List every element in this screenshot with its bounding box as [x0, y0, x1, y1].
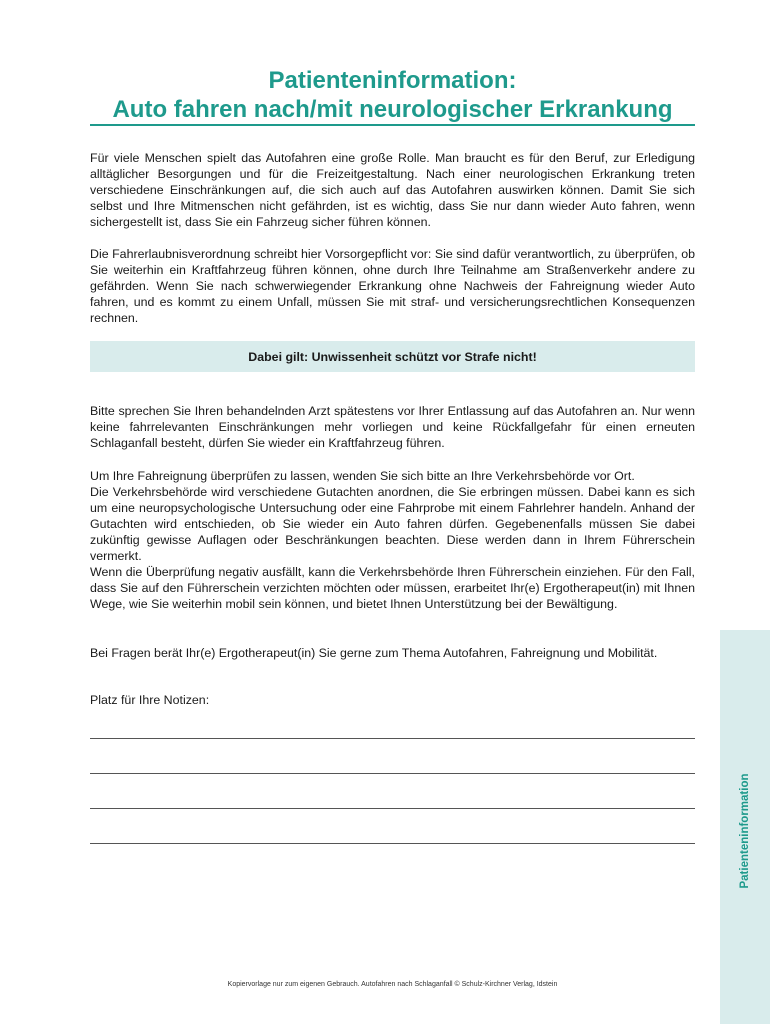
paragraph-authority-line-1: Um Ihre Fahreignung überprüfen zu lassen, wenden Sie sich bitte an Ihre Verkehrsbehörde vor Ort.: [90, 469, 635, 483]
notes-line: [90, 773, 695, 774]
page-title: [90, 66, 695, 124]
title-line-1: Patienteninformation:: [268, 67, 517, 94]
notes-line: [90, 738, 695, 739]
notes-line: [90, 808, 695, 809]
side-tab-label: Patienteninformation: [739, 773, 751, 889]
title-line-2: Auto fahren nach/mit neurologischer Erkrankung: [112, 96, 673, 123]
paragraph-questions: Bei Fragen berät Ihr(e) Ergotherapeut(in) Sie gerne zum Thema Autofahren, Fahreignung und Mobilität.: [90, 646, 658, 660]
callout-text: Dabei gilt: Unwissenheit schützt vor Strafe nicht!: [248, 349, 537, 364]
callout-box: [90, 341, 695, 372]
title-underline: [90, 124, 695, 126]
notes-line: [90, 843, 695, 844]
footer-copyright: Kopiervorlage nur zum eigenen Gebrauch. Autofahren nach Schlaganfall © Schulz-Kirchner Verlag, Idstein: [227, 981, 558, 988]
paragraph-regulation: Die Fahrerlaubnisverordnung schreibt hier Vorsorgepflicht vor: Sie sind dafür verantwortlich, zu überprüfen, ob Sie weiterhin ein Kraftfahrzeug führen können, ohne durch Ihre Teilnahme am Straßenverkehr andere zu gefährden. Wenn Sie nach schwerwiegender Erkrankung ohne Nachweis der Fahreignung wieder Auto fahren, und es kommt zu einem Unfall, müssen Sie mit straf- und versicherungsrechtlichen Konsequenzen rechnen.: [90, 247, 695, 325]
paragraph-authority-line-2: Die Verkehrsbehörde wird verschiedene Gutachten anordnen, die Sie erbringen müssen. Dabei kann es sich um eine neuropsychologische Untersuchung oder eine Fahrprobe mit einem Fahrlehrer handeln. Anhand der Gutachten wird entschieden, ob Sie wieder ein Auto fahren dürfen. Gegebenenfalls müssen Sie dabei zukünftig gewisse Auflagen oder Beschränkungen beachten. Diese werden dann in Ihrem Führerschein vermerkt.: [90, 485, 695, 563]
paragraph-authority: [90, 468, 695, 612]
notes-label: Platz für Ihre Notizen:: [90, 693, 210, 707]
paragraph-authority-line-3: Wenn die Überprüfung negativ ausfällt, kann die Verkehrsbehörde Ihren Führerschein einziehen. Für den Fall, dass Sie auf den Führerschein verzichten möchten oder müssen, erarbeitet Ihr(e) Ergotherapeut(in) mit Ihnen Wege, wie Sie weiterhin mobil sein können, und bietet Ihnen Unterstützung bei der Bewältigung.: [90, 565, 695, 611]
paragraph-doctor: Bitte sprechen Sie Ihren behandelnden Arzt spätestens vor Ihrer Entlassung auf das Autofahren an. Nur wenn keine fahrrelevanten Einschränkungen mehr vorliegen und keine Rückfallgefahr für einen erneuten Schlaganfall besteht, dürfen Sie wieder ein Kraftfahrzeug führen.: [90, 404, 695, 450]
paragraph-intro: Für viele Menschen spielt das Autofahren eine große Rolle. Man braucht es für den Beruf, zur Erledigung alltäglicher Besorgungen und für die Freizeitgestaltung. Nach einer neurologischen Erkrankung treten verschiedene Einschränkungen auf, die sich auch auf das Autofahren auswirken können. Damit Sie sich selbst und Ihre Mitmenschen nicht gefährden, ist es wichtig, dass Sie nur dann wieder Auto fahren, wenn sichergestellt ist, dass Sie ein Fahrzeug sicher führen können.: [90, 151, 695, 229]
